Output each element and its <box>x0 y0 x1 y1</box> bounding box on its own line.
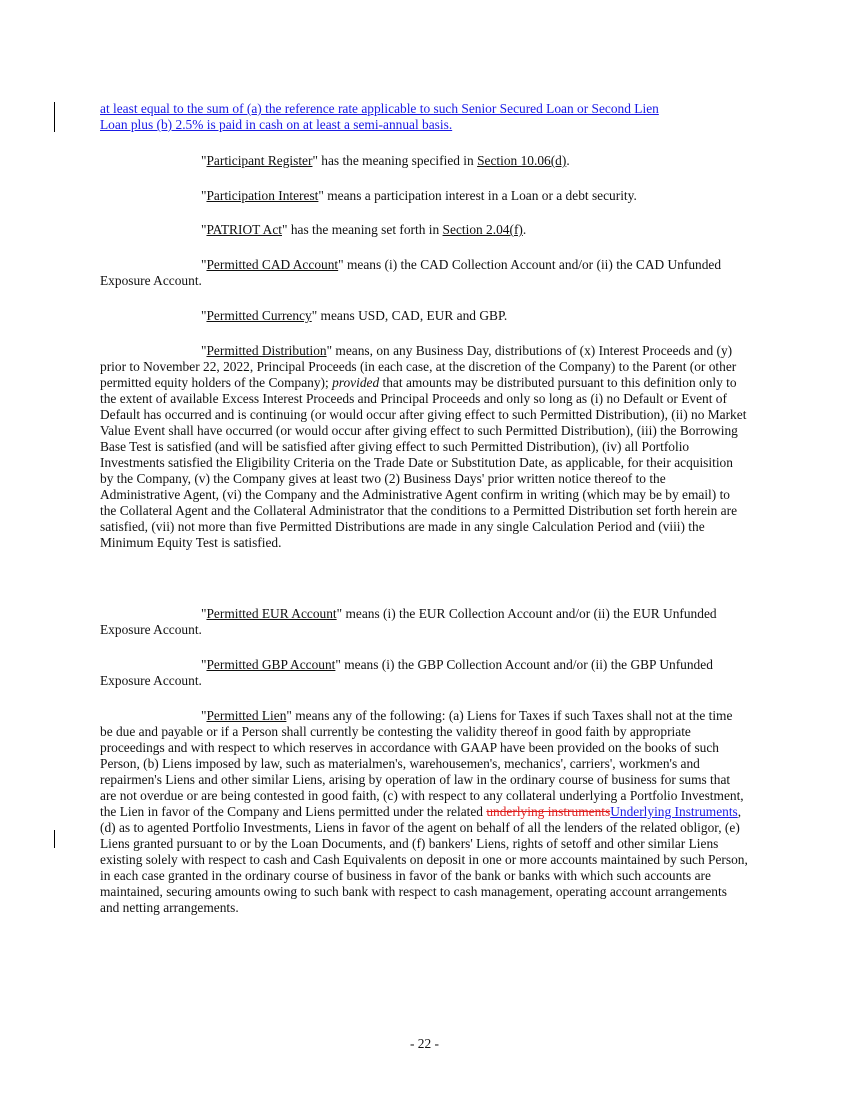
top-continuation <box>100 101 748 133</box>
section-reference: Section 10.06(d) <box>477 153 567 168</box>
defined-term: Permitted EUR Account <box>206 606 337 621</box>
definition-participant-register: "Participant Register" has the meaning specified in Section 10.06(d). <box>201 153 570 168</box>
change-bar <box>54 830 55 848</box>
defined-term: PATRIOT Act <box>206 222 282 237</box>
definition-permitted-eur-account: "Permitted EUR Account" means (i) the EUR Collection Account and/or (ii) the EUR Unfunded Exposure Account. <box>100 606 717 637</box>
defined-term: Permitted Currency <box>206 308 312 323</box>
defined-term: Permitted Lien <box>206 708 287 723</box>
inserted-text: at least equal to the sum of (a) the reference rate applicable to such Senior Secured Loan or Second Lien <box>100 101 659 116</box>
definition-permitted-distribution: "Permitted Distribution" means, on any Business Day, distributions of (x) Interest Proceeds and (y) prior to November 22, 2022, Principal Proceeds (in each case, at the discretion of the Company) to the Parent (or other permitted equity holders of the Company); provided that amounts may be distributed pursuant to this definition only to the extent of available Excess Interest Proceeds and Principal Proceeds and only so long as (i) no Default or Event of Default has occurred and is continuing (or would occur after giving effect to such Permitted Distribution), (ii) no Market Value Event shall have occurred (or would occur after giving effect to such Permitted Distribution), (iii) the Borrowing Base Test is satisfied (and will be satisfied after giving effect to such Permitted Distribution), (iv) all Portfolio Investments satisfied the Eligibility Criteria on the Trade Date or Substitution Date, as applicable, for their acquisition by the Company, (v) the Company gives at least two (2) Business Days' prior written notice thereof to the Administrative Agent, (vi) the Company and the Administrative Agent confirm in writing (which may be by email) to the Collateral Agent and the Collateral Administrator that the conditions to a Permitted Distribution set forth herein are satisfied, (vii) not more than five Permitted Distributions are made in any single Calculation Period and (viii) the Minimum Equity Test is satisfied. <box>100 343 747 550</box>
defined-term: Permitted CAD Account <box>206 257 339 272</box>
definition-participation-interest: "Participation Interest" means a participation interest in a Loan or a debt security. <box>201 188 637 203</box>
inserted-text: Underlying Instruments <box>610 804 738 819</box>
definition-permitted-currency: "Permitted Currency" means USD, CAD, EUR and GBP. <box>201 308 508 323</box>
change-bar <box>54 102 55 132</box>
definition-permitted-cad-account: "Permitted CAD Account" means (i) the CAD Collection Account and/or (ii) the CAD Unfunded Exposure Account. <box>100 257 722 288</box>
page-number: - 22 - <box>409 1036 439 1051</box>
definition-permitted-gbp-account: "Permitted GBP Account" means (i) the GBP Collection Account and/or (ii) the GBP Unfunded Exposure Account. <box>100 657 713 688</box>
defined-term: Permitted GBP Account <box>206 657 336 672</box>
definition-patriot-act: "PATRIOT Act" has the meaning set forth in Section 2.04(f). <box>201 222 527 237</box>
deleted-text: underlying instruments <box>486 804 611 819</box>
definition-permitted-lien: "Permitted Lien" means any of the following: (a) Liens for Taxes if such Taxes shall not at the time be due and payable or if a Person shall currently be contesting the validity thereof in good faith by appropriate proceedings and with respect to which reserves in accordance with GAAP have been provided on the books of such Person, (b) Liens imposed by law, such as materialmen's, warehousemen's, mechanics', carriers', workmen's and repairmen's Liens and other similar Liens, arising by operation of law in the ordinary course of business for sums that are not overdue or are being contested in good faith, (c) with respect to any collateral underlying a Portfolio Investment, the Lien in favor of the Company and Liens permitted under the related underlying instrumentsUnderlying Instruments, (d) as to agented Portfolio Investments, Liens in favor of the agent on behalf of all the lenders of the related obligor, (e) Liens granted pursuant to or by the Loan Documents, and (f) bankers' Liens, rights of setoff and other similar Liens existing solely with respect to cash and Cash Equivalents on deposit in one or more accounts maintained by such Person, in each case granted in the ordinary course of business in favor of the bank or banks with which such accounts are maintained, securing amounts owing to such bank with respect to cash management, operating account arrangements and netting arrangements. <box>100 708 748 915</box>
section-reference: Section 2.04(f) <box>442 222 523 237</box>
defined-term: Participant Register <box>206 153 313 168</box>
italic-term: provided <box>332 375 380 390</box>
defined-term: Permitted Distribution <box>206 343 327 358</box>
defined-term: Participation Interest <box>206 188 319 203</box>
inserted-text: Loan plus (b) 2.5% is paid in cash on at least a semi-annual basis. <box>100 117 453 132</box>
